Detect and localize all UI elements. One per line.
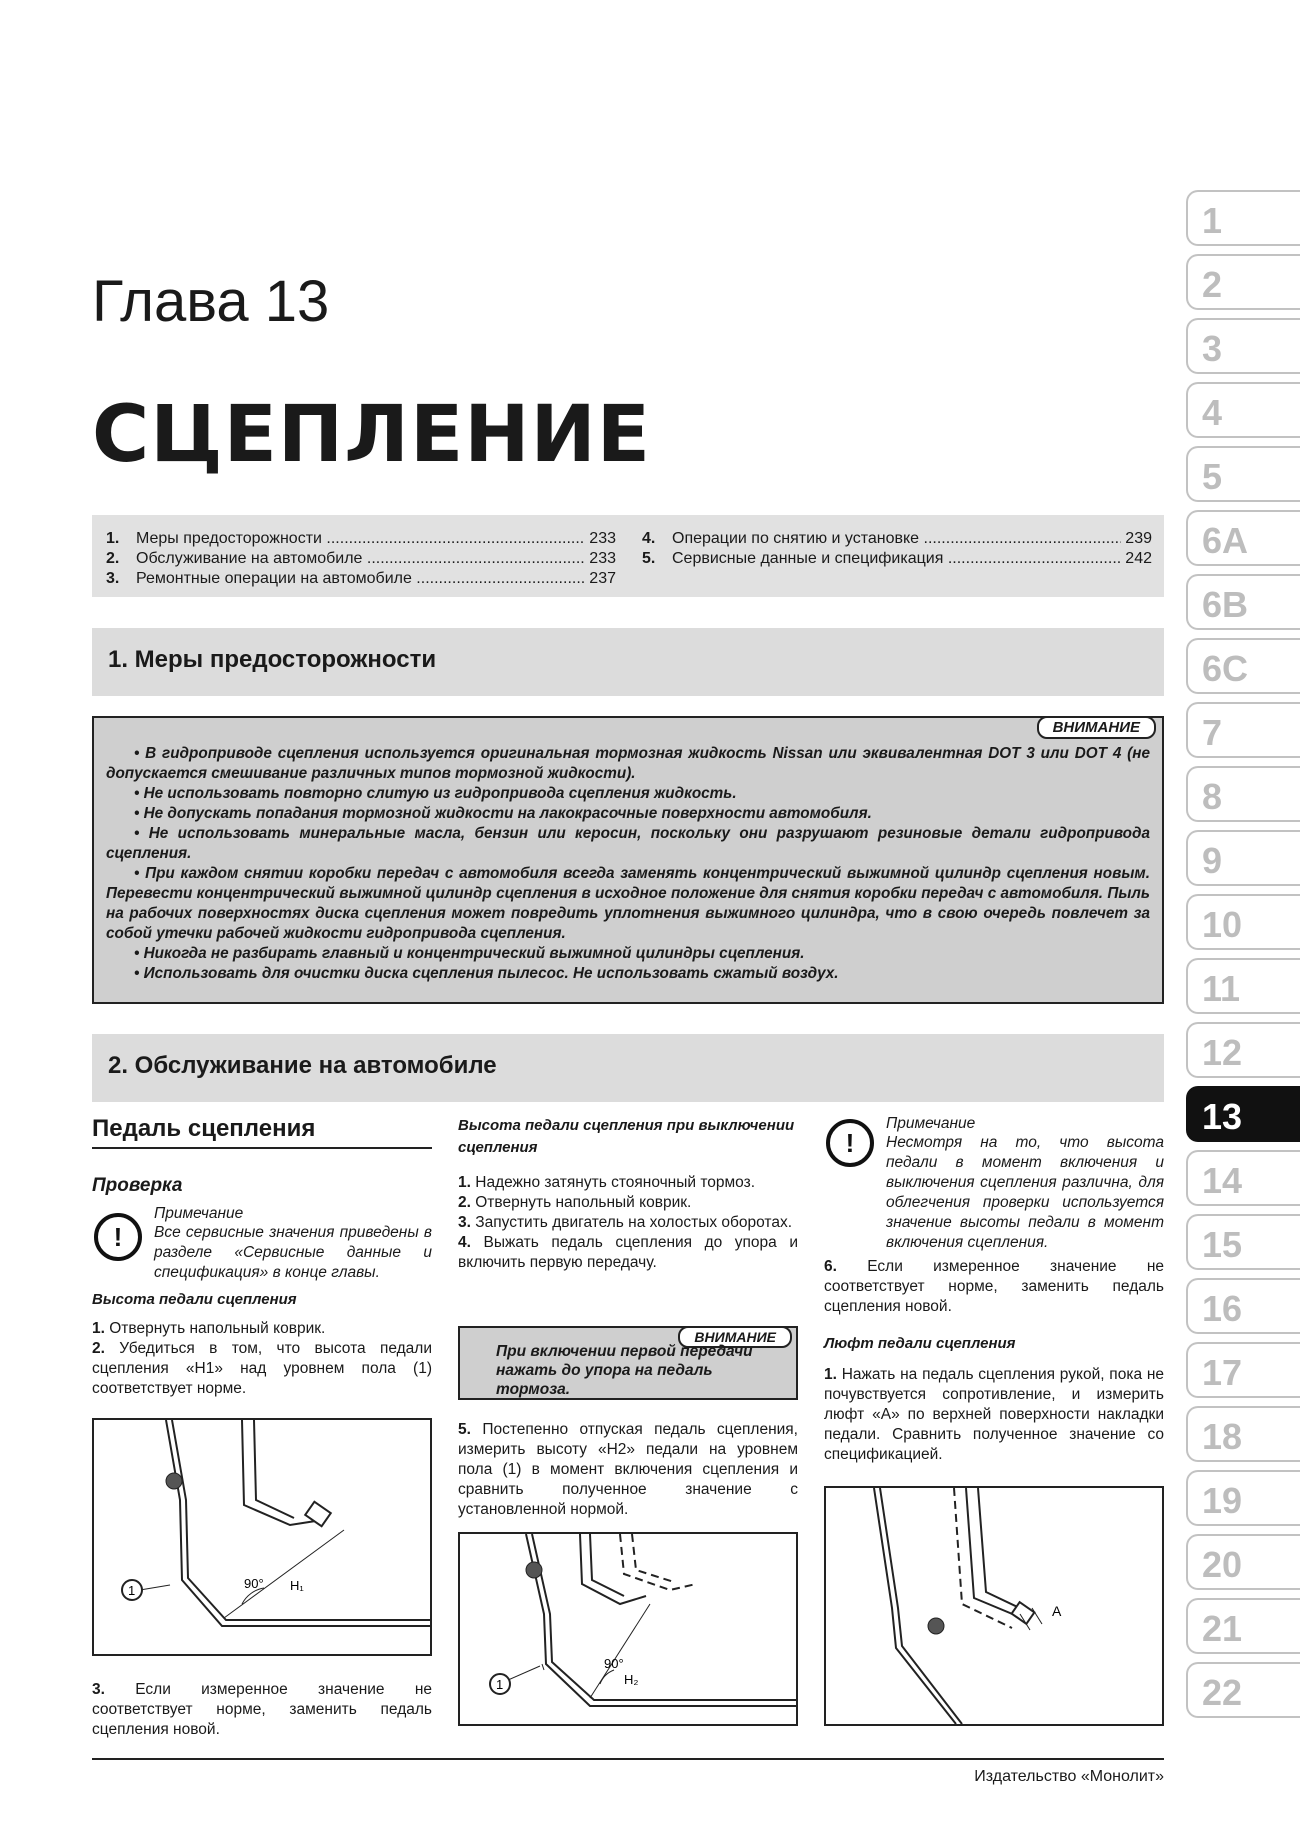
section-heading-maintenance: 2. Обслуживание на автомобиле [92,1034,1164,1102]
small-heading: Люфт педали сцепления [824,1335,1016,1352]
note-text: Все сервисные значения приведены в разделе «Сервисные данные и спецификация» в конце главы. [154,1224,432,1281]
chapter-tab[interactable]: 4 [1186,382,1300,438]
warning-label: ВНИМАНИЕ [1037,716,1156,739]
subheading: Проверка [92,1175,183,1196]
section-heading-precautions: 1. Меры предосторожности [92,628,1164,696]
note-block [92,1205,432,1281]
warning-box [92,716,1164,1004]
lightbulb-icon: ! [94,1213,142,1261]
subsection-heading: Педаль сцепления [92,1115,316,1142]
note-text: Несмотря на то, что высота педали в момент включения и выключения сцепления различна, для облегчения проверки используется значение высоты педали в момент включения сцепления. [886,1134,1164,1251]
lightbulb-icon: ! [826,1119,874,1167]
column-2 [458,1115,798,1273]
table-of-contents [92,515,1164,597]
chapter-tab[interactable]: 21 [1186,1598,1300,1654]
toc-item[interactable]: 1. Меры предосторожности ..... 233 [106,529,616,549]
note-block [824,1115,1164,1253]
note-label: Примечание [154,1205,244,1222]
figure-pedal-height [92,1418,432,1656]
footer-divider [92,1758,1164,1760]
chapter-tab[interactable]: 5 [1186,446,1300,502]
callout-label: 1 [496,1677,504,1692]
toc-item[interactable]: 5. Сервисные данные и спецификация ..... 242 [642,549,1152,569]
chapter-tab[interactable]: 18 [1186,1406,1300,1462]
chapter-label: Глава 13 [92,269,330,334]
toc-item[interactable]: 2. Обслуживание на автомобиле ..... 233 [106,549,616,569]
chapter-tab[interactable]: 15 [1186,1214,1300,1270]
small-heading: Высота педали сцепления при выключении сцепления [458,1117,795,1156]
chapter-tab[interactable]: 3 [1186,318,1300,374]
chapter-tab[interactable]: 17 [1186,1342,1300,1398]
chapter-tab[interactable]: 22 [1186,1662,1300,1718]
step-5: 5. Постепенно отпуская педаль сцепления, измерить высоту «H2» педали на уровнем пола (1) в момент включения сцепления и сравнить полученное значение с установленной нормой. [458,1421,798,1518]
chapter-tab[interactable]: 2 [1186,254,1300,310]
pedal-diagram-a [826,1488,1162,1724]
chapter-tab[interactable]: 1 [1186,190,1300,246]
steps: 1. Нажать на педаль сцепления рукой, пока не почувствуется сопротивление, и измерить люфт «A» по верхней поверхности накладки педали. Сравнить полученное значение со спецификацией. [824,1366,1165,1463]
height-label: H₁ [290,1578,304,1593]
chapter-tab[interactable]: 14 [1186,1150,1300,1206]
column-3 [824,1115,1164,1465]
small-heading: Высота педали сцепления [92,1291,297,1308]
chapter-tab[interactable]: 11 [1186,958,1300,1014]
warning-box-small [458,1326,798,1400]
warning-text: При включении первой передачи нажать до упора на педаль тормоза. [496,1343,753,1398]
column-1 [92,1115,432,1399]
chapter-title: СЦЕПЛЕНИЕ [92,390,652,480]
angle-label: 90° [604,1656,624,1671]
chapter-tab[interactable]: 12 [1186,1022,1300,1078]
chapter-tab[interactable]: 20 [1186,1534,1300,1590]
chapter-tab[interactable]: 6C [1186,638,1300,694]
publisher-footer: Издательство «Монолит» [974,1768,1164,1785]
pedal-diagram-h1 [94,1420,430,1654]
warning-label: ВНИМАНИЕ [678,1326,792,1348]
play-label: A [1052,1603,1062,1619]
chapter-tab[interactable]: 9 [1186,830,1300,886]
chapter-tab[interactable]: 7 [1186,702,1300,758]
chapter-tab[interactable]: 19 [1186,1470,1300,1526]
chapter-tab[interactable]: 8 [1186,766,1300,822]
steps: 1. Надежно затянуть стояночный тормоз. 2. Отвернуть напольный коврик. 3. Запустить двигатель на холостых оборотах. 4. Выжать педаль сцепления до упора и включить первую передачу. [458,1174,798,1271]
angle-label: 90° [244,1576,264,1591]
height-label: H₂ [624,1672,639,1687]
toc-item[interactable]: 3. Ремонтные операции на автомобиле ..... 237 [106,569,616,589]
chapter-tab-active[interactable]: 13 [1186,1086,1300,1142]
step-3: 3. Если измеренное значение не соответствует норме, заменить педаль сцепления новой. [92,1681,433,1738]
note-label: Примечание [886,1115,976,1132]
chapter-tab[interactable]: 16 [1186,1278,1300,1334]
toc-item[interactable]: 4. Операции по снятию и установке ..... 239 [642,529,1152,549]
figure-pedal-release [458,1532,798,1726]
pedal-diagram-h2 [460,1534,796,1724]
figure-pedal-play [824,1486,1164,1726]
chapter-tab[interactable]: 6A [1186,510,1300,566]
chapter-tab[interactable]: 10 [1186,894,1300,950]
chapter-tab[interactable]: 6B [1186,574,1300,630]
callout-label: 1 [128,1583,136,1598]
heading-underline [92,1147,432,1149]
steps: 1. Отвернуть напольный коврик. 2. Убедиться в том, что высота педали сцепления «H1» над уровнем пола (1) соответствует норме. [92,1320,432,1397]
step-6: 6. Если измеренное значение не соответствует норме, заменить педаль сцепления новой. [824,1258,1165,1315]
warning-text: • В гидроприводе сцепления используется оригинальная тормозная жидкость Nissan или эквивалентная DOT 3 или DOT 4 (не допускается смешивание различных типов тормозной жидкости). • Не использовать повторно слитую из гидропривода сцепления жидкость. • Не допускать попадания тормозной жидкости на лакокрасочные поверхности автомобиля. • Не использовать минеральные масла, бензин или керосин, поскольку они разрушают резиновые детали гидропривода сцепления. • При каждом снятии коробки передач с автомобиля всегда заменять концентрический выжимной цилиндр сцепления новым. Перевести концентрический выжимной цилиндр сцепления в исходное положение для снятия коробки передач с автомобиля. Пыль на рабочих поверхностях диска сцепления может повредить уплотнения выжимного цилиндра, что в свою очередь повлечет за собой утечки рабочей жидкости гидропривода сцепления. • Никогда не разбирать главный и концентрический выжимной цилиндры сцепления. • Использовать для очистки диска сцепления пылесос. Не использовать сжатый воздух. [106,745,1150,982]
